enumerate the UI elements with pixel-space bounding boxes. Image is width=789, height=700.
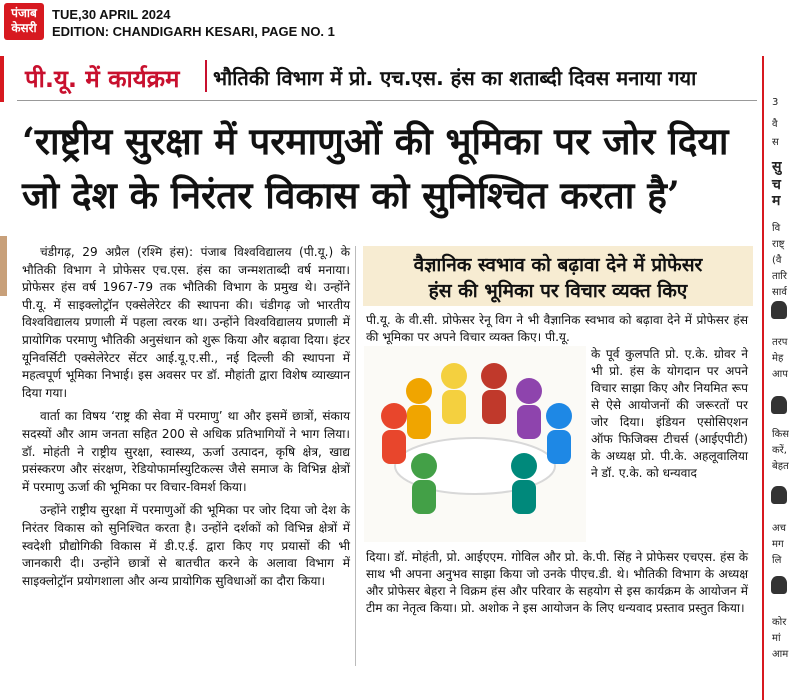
article-body-right-column: के पूर्व कुलपति प्रो. ए.के. ग्रोवर ने भी प्रो. हंस के योगदान पर अपने विचार साझा किए और नियमित रूप से ऐसे आयोजनों की जरूरतों पर जोर दिया। इंडियन एसोसिएशन ऑफ फिजिक्स टीचर्स (आईएपीटी) के अध्यक्ष प्रो. पी.के. अहलूवालिया ने डॉ. ए.के. को धन्यवाद (591, 347, 748, 480)
kicker-separator (205, 60, 207, 92)
right-column-fragment: तारि (772, 271, 787, 282)
article-body-right-top: पी.यू. के वी.सी. प्रोफेसर रेनू विग ने भी वैज्ञानिक स्वभाव को बढ़ावा देने में प्रोफेसर हंस की भूमिका पर अपने विचार व्यक्त किए। पी.यू. (366, 313, 748, 344)
right-column-fragment: मां (772, 633, 781, 644)
subhead-line-1: वैज्ञानिक स्वभाव को बढ़ावा देने में प्रोफेसर (413, 254, 703, 276)
subhead-box (363, 246, 753, 306)
headline-line-1: ‘राष्ट्रीय सुरक्षा में परमाणुओं की भूमिका पर जोर दिया (22, 119, 729, 163)
thumbnail-icon (771, 396, 787, 414)
right-column-fragment: तरप (772, 337, 788, 348)
main-headline (22, 114, 757, 222)
thumbnail-icon (771, 576, 787, 594)
kicker-label: पी.यू. में कार्यक्रम (25, 65, 180, 93)
right-column-fragment: 3 (772, 97, 779, 108)
right-column-fragment: किस (772, 429, 789, 440)
right-column-fragment: आम (772, 649, 789, 660)
figure-6 (546, 403, 572, 464)
article-paragraph-3: उन्होंने राष्ट्रीय सुरक्षा में परमाणुओं की भूमिका पर जोर दिया जो देश के निरंतर विकास को सुनिश्चित करता है। उन्होंने दर्शकों को विभिन्न क्षेत्रों में स्वदेशी प्रौद्योगिकी विकास में डी.ए.ई. द्वारा किए गए प्रयासों की भी जानकारी दी। उन्होंने छात्रों से बातचीत करने के अलावा विभाग में साइक्लोट्रॉन प्रयोगशाला और अन्य प्रायोगिक सुविधाओं का दौरा किया। (22, 503, 350, 588)
right-adjacent-column (762, 56, 789, 700)
kicker (17, 60, 757, 101)
right-column-fragment: वि (772, 223, 781, 234)
event-photo (364, 346, 586, 542)
figure-3 (441, 363, 467, 424)
figure-1 (381, 403, 407, 464)
right-column-fragment: करें, (772, 445, 787, 456)
figure-8 (511, 453, 537, 514)
figure-5 (516, 378, 542, 439)
right-column-fragment: म (772, 193, 781, 209)
article-paragraph-2: वार्ता का विषय ‘राष्ट्र की सेवा में परमाणु’ था और इसमें छात्रों, संकाय सदस्यों और आम जनता सहित 200 से अधिक प्रतिभागियों ने भाग लिया। डॉ. मोहंती ने राष्ट्रीय सुरक्षा, स्वास्थ्य, ऊर्जा उत्पादन, कृषि क्षेत्र, खाद्य प्रसंस्करण और संरक्षण, रेडियोफार्मास्युटिकल्स जैसे समाज के विभिन्न क्षेत्रों में परमाणु ऊर्जा की भूमिका पर विचार-विमर्श किया। (22, 409, 350, 494)
thumbnail-icon (771, 301, 787, 319)
left-adjacent-column (0, 56, 7, 700)
right-column-fragment: बेहत (772, 461, 789, 472)
figure-2 (406, 378, 432, 439)
edition-name: EDITION: CHANDIGARH KESARI, PAGE NO. 1 (52, 24, 335, 39)
left-column-accent (0, 56, 4, 102)
edition-date: TUE,30 APRIL 2024 (52, 7, 171, 22)
kicker-text: भौतिकी विभाग में प्रो. एच.एस. हंस का शताब्दी दिवस मनाया गया (213, 66, 697, 90)
right-column-fragment: अच (772, 523, 786, 534)
masthead (0, 0, 785, 44)
article-paragraph-1: चंडीगढ़, 29 अप्रैल (रश्मि हंस): पंजाब विश्वविद्यालय (पी.यू.) के भौतिकी विभाग ने प्रोफेसर एच.एस. हंस का जन्मशताब्दी वर्ष मनाया। प्रोफेसर हंस वर्ष 1967-79 तक भौतिकी विभाग के प्रमुख थे। उन्होंने पी.यू. में साइक्लोट्रॉन एक्सेलेरेटर की स्थापना की। चंडीगढ़ जो भारतीय विश्वविद्यालय प्रणाली में पहला त्वरक था। उन्होंने विश्वविद्यालय प्रणाली में प्रायोगिक परमाणु भौतिकी अनुसंधान को शुरू किया और बढ़ावा दिया। इंटर यूनिवर्सिटी एक्सेलेरेटर सेंटर आई.यू.ए.सी., नई दिल्ली की स्थापना में महत्वपूर्ण भूमिका निभाई। इस अवसर पर डॉ. मौहांती द्वारा विशेष व्याख्यान दिया गया। (22, 245, 350, 400)
subhead-line-2: हंस की भूमिका पर विचार व्यक्त किए (428, 280, 688, 302)
right-column-fragment: राष्ट् (772, 239, 785, 250)
column-divider (355, 246, 356, 666)
right-column-fragment: कोर (772, 617, 787, 628)
right-column-accent (762, 56, 764, 700)
right-column-fragment: मेह (772, 353, 784, 364)
logo-line-2: केसरी (11, 21, 37, 35)
thumbnail-icon (771, 486, 787, 504)
right-column-fragment: सु (772, 159, 782, 175)
newspaper-logo (4, 3, 44, 40)
right-column-fragment: वै (772, 119, 778, 130)
right-column-fragment: मग (772, 539, 784, 550)
article-body-right-bottom: दिया। डॉ. मोहंती, प्रो. आईएएम. गोविल और प्रो. के.पी. सिंह ने प्रोफेसर एचएस. हंस के साथ भी अपना अनुभव साझा किया जो उनके पीएच.डी. थे। भौतिकी विभाग के अध्यक्ष और प्रोफेसर बेहरा ने विक्रम हंस और परिवार के सहयोग से इस कार्यक्रम के आयोजन में टीम का नेतृत्व किया। प्रो. अशोक ने इस आयोजन के लिए धन्यवाद प्रस्ताव प्रस्तुत किया। (366, 550, 748, 615)
colorful-figures-illustration (364, 346, 586, 542)
left-column-image-fragment (0, 236, 7, 296)
figure-4 (481, 363, 507, 424)
right-column-fragment: आप (772, 369, 788, 380)
logo-line-1: पंजाब (11, 6, 37, 20)
right-column-fragment: च (772, 177, 781, 193)
article-body-left (22, 244, 350, 596)
right-column-fragment: (वै (772, 255, 782, 266)
right-column-fragment: सार्व (772, 287, 787, 298)
headline-line-2: जो देश के निरंतर विकास को सुनिश्चित करता है’ (22, 173, 680, 217)
right-column-fragment: लि (772, 555, 782, 566)
edition-info (52, 6, 335, 40)
figure-7 (411, 453, 437, 514)
right-column-fragment: स (772, 137, 779, 148)
